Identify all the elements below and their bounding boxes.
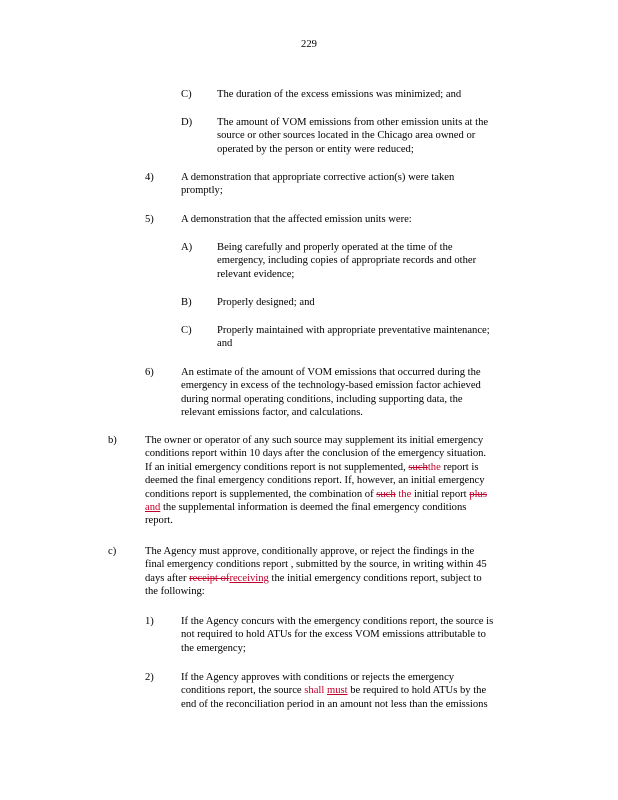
text-line: deemed the final emergency conditions report. If, however, an initial emergency [145,475,485,487]
text-line: promptly; [181,185,223,197]
deleted-text: such [408,461,428,473]
text-line: emergency in excess of the technology-based emission factor achieved [181,380,481,392]
text-line [145,501,568,514]
text-run: the initial emergency conditions report, subject to [268,572,482,584]
inserted-text: the [427,461,441,473]
deleted-text: plus [469,488,487,500]
item-label: C) [181,89,192,100]
inserted-text: and [145,502,161,514]
text-line: final emergency conditions report , submitted by the source, in writing within 45 [145,559,487,571]
text-line: end of the reconciliation period in an amount not less than the emissions [181,698,488,710]
text-line: during normal operating conditions, including supporting data, the [181,393,463,405]
text-run: the supplemental information is deemed the final emergency conditions [162,502,467,514]
page-number: 229 [301,39,317,50]
text-line [145,461,568,474]
text-line: The Agency must approve, conditionally approve, or reject the findings in the [145,546,475,557]
text-line: source or other sources located in the Chicago area owned or [217,130,476,142]
text-run: conditions report is supplemented, the combination of [145,488,374,500]
text-line: relevant evidence; [217,268,295,280]
item-label: D) [181,117,193,128]
item-text: Properly designed; and [217,297,315,308]
text-line: relevant emissions factor, and calculations. [181,407,363,419]
item-label: 5) [145,214,154,225]
text-run: conditions report, the source [181,685,302,697]
text-line: emergency, including copies of appropriate records and other [217,255,477,267]
item-label: 4) [145,172,154,183]
item-label: A) [181,242,193,253]
deleted-text: shall [304,685,325,697]
text-line: Being carefully and properly operated at the time of the [217,242,453,253]
text-line: the emergency; [181,642,246,654]
text-line: and [217,338,233,350]
item-label: 6) [145,367,154,378]
deleted-text: such [376,488,396,500]
text-line: The owner or operator of any such source may supplement its initial emergency [145,435,484,446]
item-label: 2) [145,672,154,683]
item-text: The duration of the excess emissions was minimized; and [217,89,462,100]
text-run: be required to hold ATUs by the [350,685,487,697]
text-line: operated by the person or entity were reduced; [217,143,414,155]
item-text: A demonstration that the affected emission units were: [181,214,412,225]
item-label: C) [181,325,192,336]
text-line: An estimate of the amount of VOM emissions that occurred during the [181,367,481,378]
inserted-text: must [326,685,348,697]
item-label: 1) [145,616,154,627]
text-line: conditions report within 10 days after the conclusion of the emergency situation. [145,448,487,460]
inserted-text: the [398,488,412,500]
item-label: b) [108,435,117,446]
text-run: If an initial emergency conditions report is not supplemented, [145,461,406,473]
text-line: A demonstration that appropriate corrective action(s) were taken [181,172,455,183]
item-label: B) [181,297,192,308]
deleted-text: receipt of [189,572,230,584]
text-line: report. [145,515,173,527]
text-line: If the Agency concurs with the emergency conditions report, the source is [181,616,494,627]
inserted-text: receiving [229,572,269,584]
text-line: not required to hold ATUs for the excess VOM emissions attributable to [181,629,486,641]
text-line [181,684,565,697]
item-label: c) [108,546,117,557]
text-line [145,572,568,585]
text-run: report is [443,461,479,473]
text-line [145,488,568,501]
text-run: days after [145,572,187,584]
text-line: The amount of VOM emissions from other emission units at the [217,117,489,128]
text-line: If the Agency approves with conditions or rejects the emergency [181,672,455,683]
text-line: Properly maintained with appropriate preventative maintenance; [217,325,490,336]
text-run: initial report [413,488,467,500]
text-line: the following: [145,586,205,598]
